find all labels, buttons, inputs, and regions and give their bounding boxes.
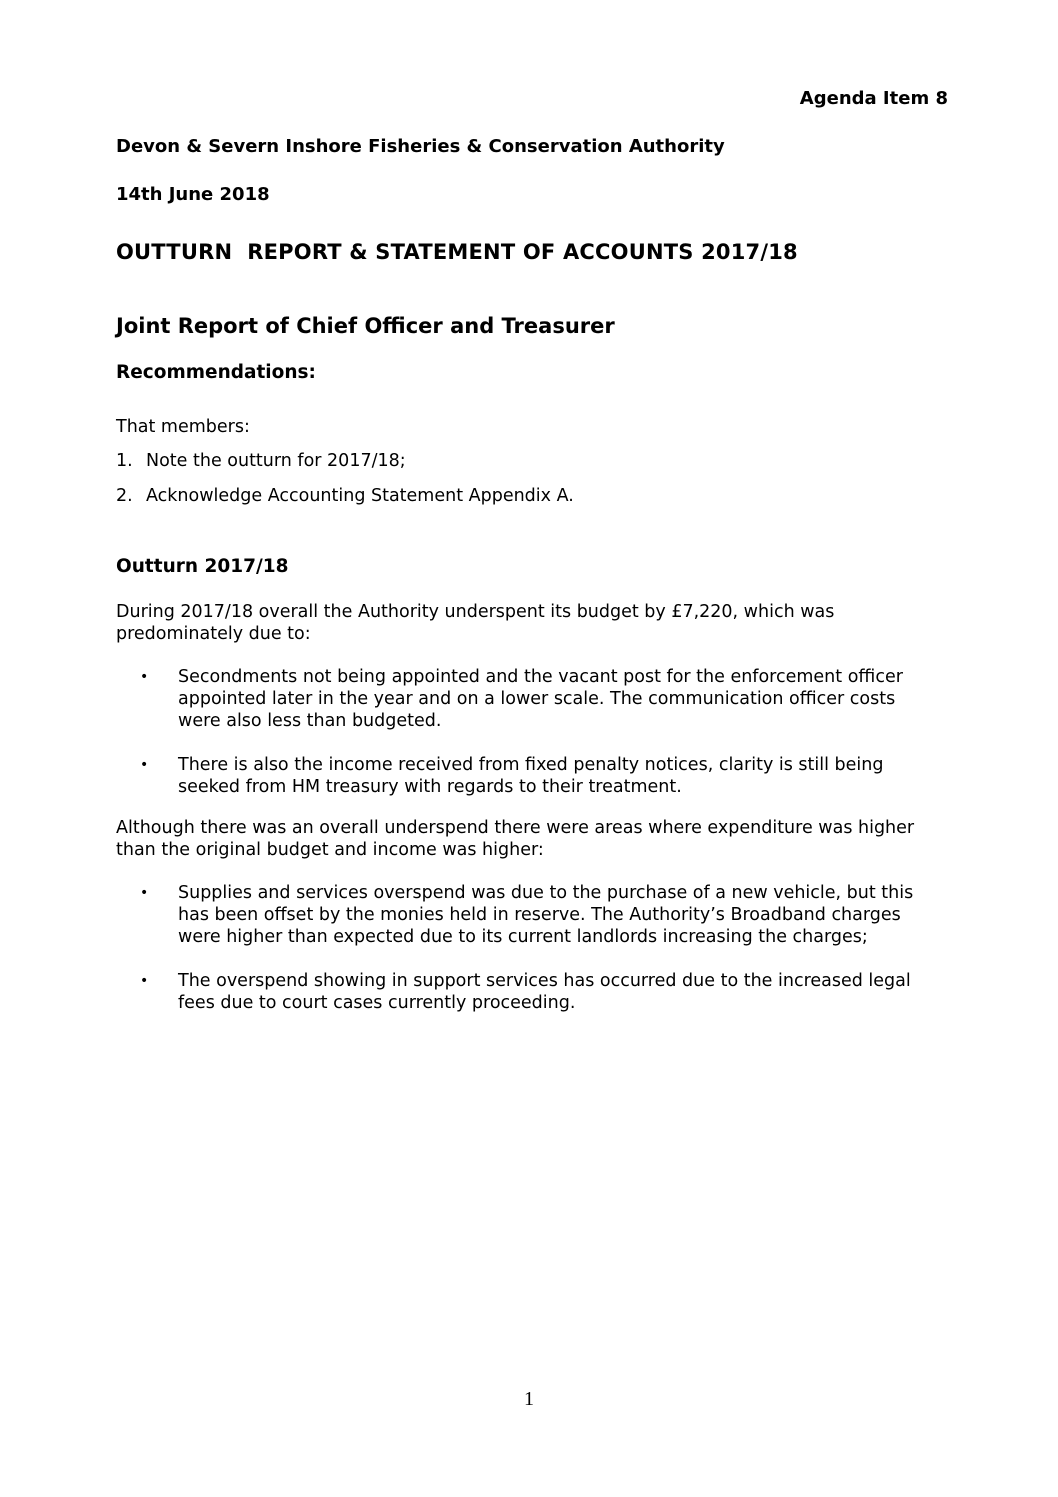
list-item-text: There is also the income received from fixed penalty notices, clarity is still being seeked from HM treasury with regards to their treatment. (178, 755, 884, 797)
document-title: OUTTURN REPORT & STATEMENT OF ACCOUNTS 2017/18 (116, 240, 798, 264)
bullet-icon: • (140, 757, 149, 773)
list-item (140, 666, 930, 732)
outturn-paragraph-1: During 2017/18 overall the Authority underspent its budget by £7,220, which was predominately due to: (116, 602, 835, 644)
list-item-text: The overspend showing in support services has occurred due to the increased legal fees due to court cases currently proceeding. (178, 971, 911, 1013)
list-item-number: 1. (116, 451, 133, 471)
organisation-name: Devon & Severn Inshore Fisheries & Conservation Authority (116, 136, 725, 157)
recommendations-heading: Recommendations: (116, 362, 316, 383)
list-item-text: Note the outturn for 2017/18; (146, 451, 406, 471)
meeting-date: 14th June 2018 (116, 184, 270, 205)
page-number: 1 (524, 1388, 534, 1410)
list-item (140, 970, 930, 1014)
overspend-areas-list (140, 882, 930, 1036)
list-item-text: Acknowledge Accounting Statement Appendix A. (146, 486, 574, 506)
list-item (140, 882, 930, 948)
recommendations-list (116, 450, 574, 520)
list-item (140, 754, 930, 798)
bullet-icon: • (140, 973, 149, 989)
list-item (116, 450, 574, 485)
outturn-heading: Outturn 2017/18 (116, 556, 289, 577)
bullet-icon: • (140, 669, 149, 685)
underspend-reasons-list (140, 666, 930, 820)
list-item-text: Secondments not being appointed and the vacant post for the enforcement officer appointed later in the year and on a lower scale. The communication officer costs were also less than budgeted. (178, 667, 903, 731)
agenda-item-label: Agenda Item 8 (799, 88, 948, 109)
bullet-icon: • (140, 885, 149, 901)
list-item-number: 2. (116, 486, 133, 506)
report-heading: Joint Report of Chief Officer and Treasurer (116, 314, 615, 338)
recommendations-intro: That members: (116, 417, 250, 437)
list-item-text: Supplies and services overspend was due to the purchase of a new vehicle, but this has been offset by the monies held in reserve. The Authority’s Broadband charges were higher than expected due to its current landlords increasing the charges; (178, 883, 914, 947)
outturn-paragraph-2: Although there was an overall underspend there were areas where expenditure was higher than the original budget and income was higher: (116, 818, 915, 860)
list-item (116, 485, 574, 520)
